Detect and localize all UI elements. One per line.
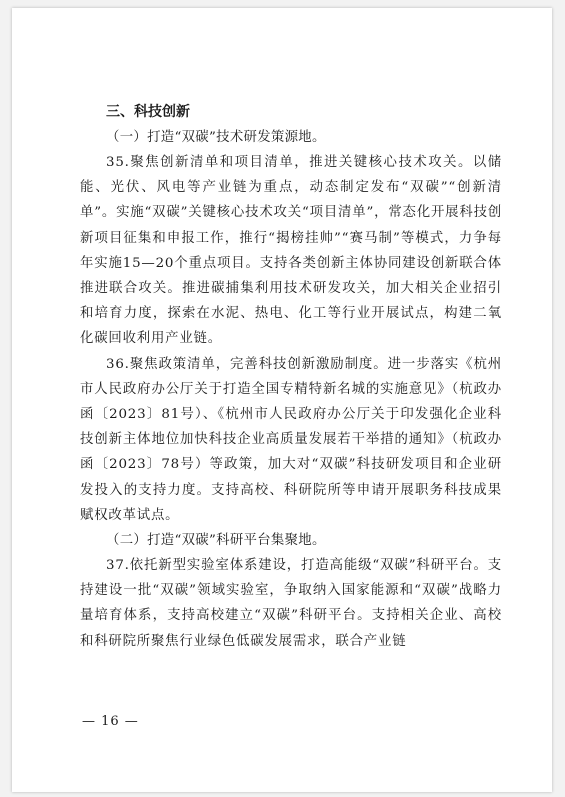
page-number: — 16 — — [82, 714, 139, 729]
paragraph-37: 37.依托新型实验室体系建设，打造高能级“双碳”科研平台。支持建设一批“双碳”领域实验室，争取纳入国家能源和“双碳”战略力量培育体系，支持高校建立“双碳”科研平台。支持相关企业、高校和科研院所聚焦行业绿色低碳发展需求，联合产业链 — [80, 558, 502, 649]
section-heading: 三、科技创新 — [106, 104, 190, 120]
paragraph-35: 35.聚焦创新清单和项目清单，推进关键核心技术攻关。以储能、光伏、风电等产业链为重点，动态制定发布“双碳”“创新清单”。实施“双碳”关键核心技术攻关“项目清单”，常态化开展科技创新项目征集和申报工作，推行“揭榜挂帅”“赛马制”等模式，力争每年实施15—20个重点项目。支持各类创新主体协同建设创新联合体推进联合攻关。推进碳捕集利用技术研发攻关，加大相关企业招引和培育力度，探索在水泥、热电、化工等行业开展试点，构建二氧化碳回收利用产业链。 — [80, 155, 502, 347]
paragraph-36: 36.聚焦政策清单，完善科技创新激励制度。进一步落实《杭州市人民政府办公厅关于打造全国专精特新名城的实施意见》（杭政办函〔2023〕81号）、《杭州市人民政府办公厅关于印发强化企业科技创新主体地位加快科技企业高质量发展若干举措的通知》（杭政办函〔2023〕78号）等政策，加大对“双碳”科技研发项目和企业研发投入的支持力度。支持高校、科研院所等申请开展职务科技成果赋权改革试点。 — [80, 356, 502, 523]
subsection-heading-2: （二）打造“双碳”科研平台集聚地。 — [106, 533, 326, 549]
page-content — [80, 100, 502, 654]
document-page — [12, 8, 552, 792]
subsection-heading-1: （一）打造“双碳”技术研发策源地。 — [106, 130, 326, 145]
